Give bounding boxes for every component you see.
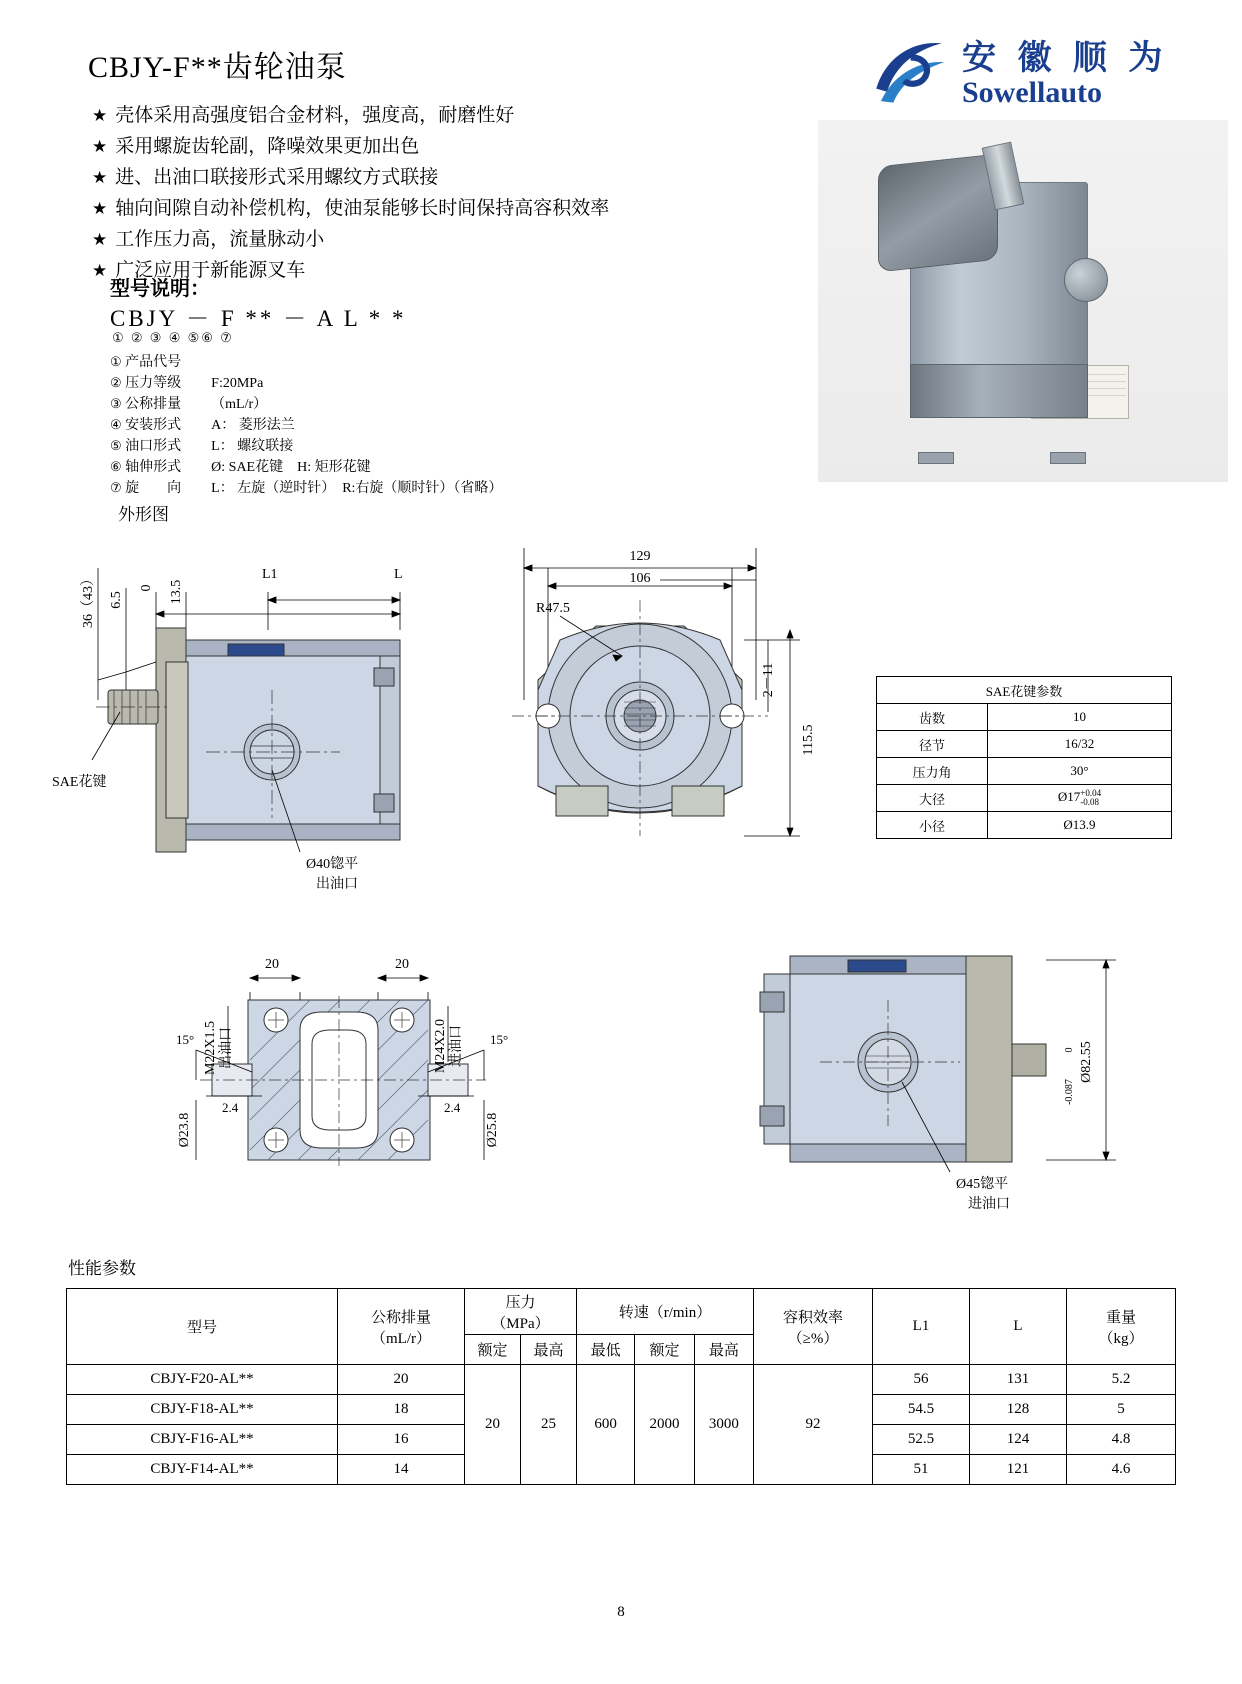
table-cell: 齿数 xyxy=(877,704,988,731)
header-line: 压力 xyxy=(505,1294,536,1311)
dim-text: Ø23.8 xyxy=(177,1112,192,1148)
legend-name: 安装形式 xyxy=(125,418,182,433)
callout-port: 出油口 xyxy=(316,877,358,892)
dim-text: 13.5 xyxy=(169,579,184,605)
logo-chinese-name: 安 徽 顺 为 xyxy=(962,39,1169,77)
table-cell: 30° xyxy=(988,758,1172,785)
legend-value: F:20MPa xyxy=(211,376,264,391)
dim-text: 0 xyxy=(139,584,154,592)
dim-text: 2－11 xyxy=(761,662,776,698)
logo-english-name: Sowellauto xyxy=(962,76,1103,109)
dim-text: Ø82.55 xyxy=(1079,1041,1094,1083)
legend-name: 压力等级 xyxy=(125,376,182,391)
table-title: SAE花键参数 xyxy=(877,677,1172,704)
dim-text: M22X1.5 xyxy=(203,1020,218,1076)
cell-model: CBJY-F16-AL** xyxy=(67,1425,338,1455)
cell-weight: 4.8 xyxy=(1067,1425,1176,1455)
feature-text: 轴向间隙自动补偿机构，使油泵能够长时间保持高容积效率 xyxy=(115,198,610,219)
header-unit: （≥%） xyxy=(787,1330,839,1347)
feature-text: 工作压力高，流量脉动小 xyxy=(115,229,325,250)
dim-text: 出油口 xyxy=(219,1027,234,1069)
legend-value: L： 左旋（逆时针） R:右旋（顺时针）（省略） xyxy=(211,481,503,496)
performance-table xyxy=(66,1288,1176,1485)
column-header-model: 型号 xyxy=(67,1289,338,1365)
feature-text: 广泛应用于新能源叉车 xyxy=(115,260,306,281)
subheader-speed-min: 最低 xyxy=(576,1335,634,1365)
header-line: 容积效率 xyxy=(782,1309,843,1326)
star-icon: ★ xyxy=(92,137,108,156)
cell-speed-rated: 2000 xyxy=(635,1365,694,1485)
dim-text: 0 xyxy=(1064,1047,1075,1053)
legend-index: ② xyxy=(110,375,122,390)
dim-text: 2.4 xyxy=(222,1100,239,1115)
cell-l1: 51 xyxy=(873,1455,970,1485)
table-row xyxy=(67,1365,1176,1395)
header-unit: （MPa） xyxy=(491,1315,550,1332)
table-cell: 大径 xyxy=(877,785,988,812)
column-header-pressure xyxy=(465,1289,577,1335)
legend-name: 旋 向 xyxy=(125,481,182,496)
cell-displacement: 16 xyxy=(338,1425,465,1455)
feature-text: 壳体采用高强度铝合金材料，强度高，耐磨性好 xyxy=(115,105,515,126)
star-icon: ★ xyxy=(92,106,108,125)
cell-speed-min: 600 xyxy=(576,1365,634,1485)
dim-text: 6.5 xyxy=(109,591,124,609)
sae-spline-table xyxy=(876,676,1172,839)
cell-model: CBJY-F20-AL** xyxy=(67,1365,338,1395)
cell-l: 124 xyxy=(970,1425,1067,1455)
header-line: 公称排量 xyxy=(370,1309,431,1326)
cell-weight: 5.2 xyxy=(1067,1365,1176,1395)
column-header-weight xyxy=(1067,1289,1176,1365)
subheader-pressure-rated: 额定 xyxy=(465,1335,521,1365)
table-cell: 16/32 xyxy=(988,731,1172,758)
cell-model: CBJY-F18-AL** xyxy=(67,1395,338,1425)
star-icon: ★ xyxy=(92,168,108,187)
dim-text: 115.5 xyxy=(801,724,816,756)
dim-text: R47.5 xyxy=(536,601,570,616)
legend-name: 公称排量 xyxy=(125,397,182,412)
legend-value: L： 螺纹联接 xyxy=(211,439,294,454)
dim-text: 36（43） xyxy=(81,572,96,628)
column-header-l1: L1 xyxy=(873,1289,970,1365)
table-cell: 压力角 xyxy=(877,758,988,785)
legend-value: （mL/r） xyxy=(211,397,268,412)
page-title: CBJY-F**齿轮油泵 xyxy=(88,51,347,84)
cell-model: CBJY-F14-AL** xyxy=(67,1455,338,1485)
cell-l1: 56 xyxy=(873,1365,970,1395)
table-cell: 径节 xyxy=(877,731,988,758)
legend-index: ④ xyxy=(110,417,122,432)
callout-port: 进油口 xyxy=(968,1197,1010,1212)
legend-value: Ø: SAE花键 H: 矩形花键 xyxy=(211,460,371,475)
legend-name: 产品代号 xyxy=(125,355,182,370)
dim-text: 进油口 xyxy=(449,1025,464,1067)
page-number: 8 xyxy=(617,1604,625,1620)
header-unit: （kg） xyxy=(1098,1330,1144,1347)
dim-text: 106 xyxy=(629,571,651,586)
dim-text: 2.4 xyxy=(444,1100,461,1115)
legend-index: ① xyxy=(110,354,122,369)
header-line: 重量 xyxy=(1105,1309,1136,1326)
dim-text: -0.087 xyxy=(1064,1079,1075,1105)
performance-title: 性能参数 xyxy=(68,1259,136,1278)
subheader-speed-max: 最高 xyxy=(694,1335,753,1365)
cell-displacement: 14 xyxy=(338,1455,465,1485)
column-header-speed: 转速（r/min） xyxy=(576,1289,753,1335)
star-icon: ★ xyxy=(92,261,108,280)
dim-text: M24X2.0 xyxy=(433,1018,448,1074)
model-explanation-title: 型号说明： xyxy=(110,278,210,300)
header-unit: （mL/r） xyxy=(371,1330,431,1347)
legend-name: 轴伸形式 xyxy=(125,460,182,475)
table-cell: 10 xyxy=(988,704,1172,731)
model-code: CBJY － F ** － A L * * xyxy=(110,306,407,331)
dim-text: Ø25.8 xyxy=(485,1112,500,1148)
dim-text: 15° xyxy=(490,1032,509,1047)
cell-l: 131 xyxy=(970,1365,1067,1395)
cell-l1: 52.5 xyxy=(873,1425,970,1455)
cell-pressure-max: 25 xyxy=(520,1365,576,1485)
legend-name: 油口形式 xyxy=(125,439,182,454)
star-icon: ★ xyxy=(92,230,108,249)
cell-l: 128 xyxy=(970,1395,1067,1425)
table-cell: 小径 xyxy=(877,812,988,839)
subheader-speed-rated: 额定 xyxy=(635,1335,694,1365)
dim-text: 20 xyxy=(265,957,279,972)
callout-spline: SAE花键 xyxy=(52,775,107,790)
dim-value: Ø17 xyxy=(1057,788,1081,804)
dim-text: 15° xyxy=(176,1032,195,1047)
cell-weight: 4.6 xyxy=(1067,1455,1176,1485)
callout-port: Ø40锪平 xyxy=(306,857,359,872)
outline-drawing-label: 外形图 xyxy=(118,505,169,524)
column-header-efficiency xyxy=(754,1289,873,1365)
dim-text: 129 xyxy=(629,549,651,564)
dim-text: L1 xyxy=(262,567,278,582)
feature-text: 采用螺旋齿轮副，降噪效果更加出色 xyxy=(115,136,420,157)
feature-text: 进、出油口联接形式采用螺纹方式联接 xyxy=(115,167,439,188)
cell-efficiency: 92 xyxy=(754,1365,873,1485)
dim-text: 20 xyxy=(395,957,409,972)
table-cell xyxy=(988,785,1172,812)
cell-displacement: 18 xyxy=(338,1395,465,1425)
cell-displacement: 20 xyxy=(338,1365,465,1395)
cell-l: 121 xyxy=(970,1455,1067,1485)
model-code-indices: ① ② ③ ④ ⑤⑥ ⑦ xyxy=(112,330,234,345)
cell-pressure-rated: 20 xyxy=(465,1365,521,1485)
legend-index: ③ xyxy=(110,396,122,411)
subheader-pressure-max: 最高 xyxy=(520,1335,576,1365)
callout-port: Ø45锪平 xyxy=(956,1177,1009,1192)
cell-weight: 5 xyxy=(1067,1395,1176,1425)
legend-index: ⑤ xyxy=(110,438,122,453)
star-icon: ★ xyxy=(92,199,108,218)
tolerance-lower: -0.08 xyxy=(1080,797,1100,807)
cell-l1: 54.5 xyxy=(873,1395,970,1425)
legend-index: ⑦ xyxy=(110,480,122,495)
legend-value: A： 菱形法兰 xyxy=(211,418,295,433)
cell-speed-max: 3000 xyxy=(694,1365,753,1485)
column-header-l: L xyxy=(970,1289,1067,1365)
table-cell: Ø13.9 xyxy=(988,812,1172,839)
column-header-displacement xyxy=(338,1289,465,1365)
dim-text: L xyxy=(394,567,403,582)
tolerance-upper: +0.04 xyxy=(1080,788,1102,798)
legend-index: ⑥ xyxy=(110,459,122,474)
